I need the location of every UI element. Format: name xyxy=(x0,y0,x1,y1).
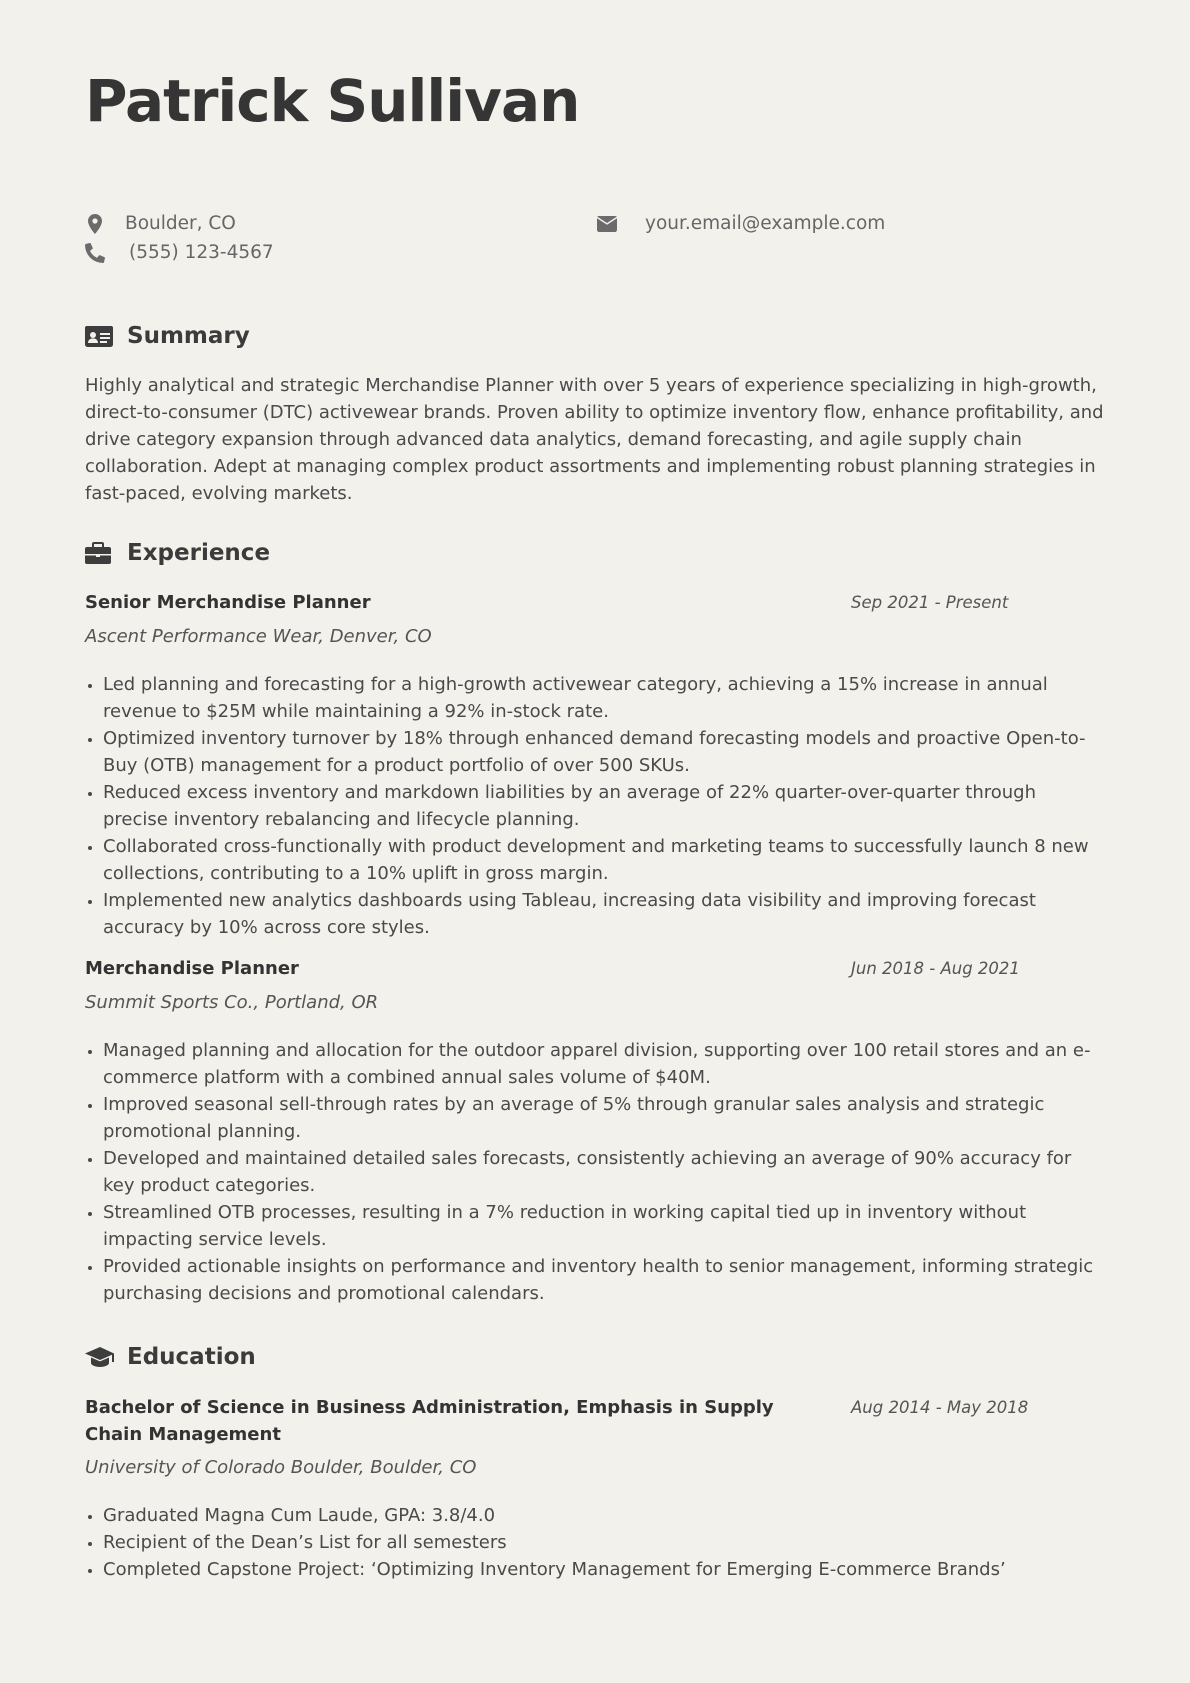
education-heading xyxy=(85,1345,256,1369)
list-item: • Improved seasonal sell-through rates by an average of 5% through granular sales analysis and strategic promotional planning. xyxy=(103,1091,1105,1145)
map-marker-icon xyxy=(85,214,105,234)
list-item: • Completed Capstone Project: ‘Optimizing Inventory Management for Emerging E-commerce Brands’ xyxy=(103,1556,1105,1583)
contact-email xyxy=(595,214,885,234)
contact-phone xyxy=(85,243,274,263)
location-text: Boulder, CO xyxy=(125,212,236,234)
list-item: • Collaborated cross-functionally with product development and marketing teams to successfully launch 8 new collections, contributing to a 10% uplift in gross margin. xyxy=(103,833,1105,887)
list-item: • Led planning and forecasting for a high-growth activewear category, achieving a 15% increase in annual revenue to $25M while maintaining a 92% in-stock rate. xyxy=(103,671,1105,725)
job-title: Senior Merchandise Planner xyxy=(85,592,371,613)
phone-text: (555) 123-4567 xyxy=(129,241,274,263)
education-bullets xyxy=(85,1502,1105,1583)
list-item: • Optimized inventory turnover by 18% through enhanced demand forecasting models and proactive Open-to-Buy (OTB) management for a product portfolio of over 500 SKUs. xyxy=(103,725,1105,779)
contact-location xyxy=(85,214,236,234)
summary-text: Highly analytical and strategic Merchandise Planner with over 5 years of experience specializing in high-growth, direct-to-consumer (DTC) activewear brands. Proven ability to optimize inventory flow, enhance profitability, and drive category expansion through advanced data analytics, demand forecasting, and agile supply chain collaboration. Adept at managing complex product assortments and implementing robust planning strategies in fast-paced, evolving markets. xyxy=(85,375,1104,504)
list-item: • Recipient of the Dean’s List for all semesters xyxy=(103,1529,1105,1556)
list-item: • Provided actionable insights on performance and inventory health to senior management, informing strategic purchasing decisions and promotional calendars. xyxy=(103,1253,1105,1307)
list-item: • Managed planning and allocation for the outdoor apparel division, supporting over 100 retail stores and an e-commerce platform with a combined annual sales volume of $40M. xyxy=(103,1037,1105,1091)
summary-heading xyxy=(85,324,250,348)
envelope-icon xyxy=(595,214,619,234)
candidate-name: Patrick Sullivan xyxy=(85,67,580,135)
job-dates: Sep 2021 - Present xyxy=(851,593,1009,612)
list-item: • Implemented new analytics dashboards using Tableau, increasing data visibility and improving forecast accuracy by 10% across core styles. xyxy=(103,887,1105,941)
experience-heading xyxy=(85,541,270,565)
education-heading-text: Education xyxy=(127,1343,256,1370)
list-item: • Developed and maintained detailed sales forecasts, consistently achieving an average of 90% accuracy for key product categories. xyxy=(103,1145,1105,1199)
id-card-icon xyxy=(85,324,115,348)
job-bullets xyxy=(85,671,1105,941)
list-item: • Streamlined OTB processes, resulting in a 7% reduction in working capital tied up in inventory without impacting service levels. xyxy=(103,1199,1105,1253)
degree-title: Bachelor of Science in Business Administration, Emphasis in Supply Chain Management xyxy=(85,1397,774,1445)
job-company: Ascent Performance Wear, Denver, CO xyxy=(85,626,432,647)
job-bullets xyxy=(85,1037,1105,1307)
job-company: Summit Sports Co., Portland, OR xyxy=(85,992,379,1013)
experience-heading-text: Experience xyxy=(127,539,271,566)
phone-icon xyxy=(85,243,105,263)
graduation-cap-icon xyxy=(85,1345,115,1369)
list-item: • Reduced excess inventory and markdown liabilities by an average of 22% quarter-over-quarter through precise inventory rebalancing and lifecycle planning. xyxy=(103,779,1105,833)
education-dates: Aug 2014 - May 2018 xyxy=(851,1398,1029,1417)
briefcase-icon xyxy=(85,541,115,565)
school-name: University of Colorado Boulder, Boulder, CO xyxy=(85,1457,477,1478)
summary-heading-text: Summary xyxy=(127,322,250,349)
list-item: • Graduated Magna Cum Laude, GPA: 3.8/4.0 xyxy=(103,1502,1105,1529)
email-link[interactable]: your.email@example.com xyxy=(645,212,886,234)
job-title: Merchandise Planner xyxy=(85,958,299,979)
job-dates: Jun 2018 - Aug 2021 xyxy=(851,959,1020,978)
